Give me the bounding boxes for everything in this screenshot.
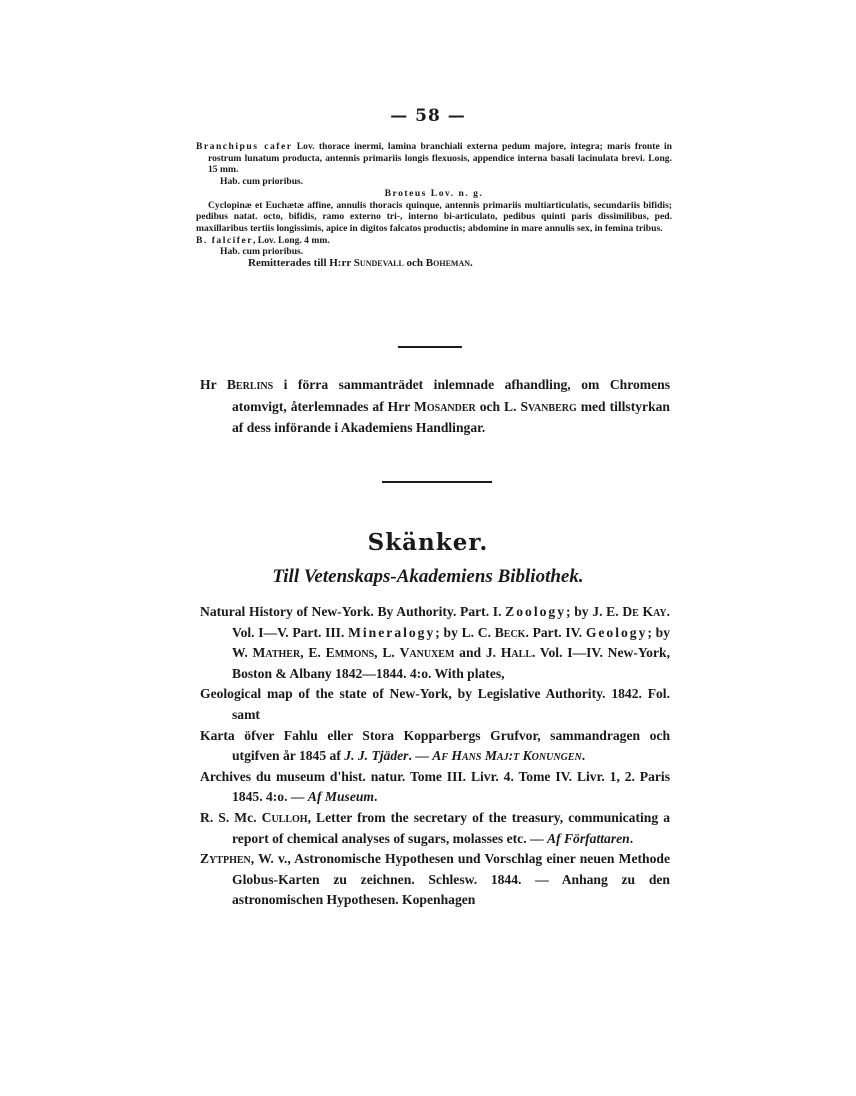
list-item: Zytphen, W. v., Astronomische Hypothesen und Vorschlag einer neuen Methode Globus-Karten zu zeichnen. Schlesw. 1844. — Anhang zu den astronomischen Hypothesen. Kopenhagen [200,851,670,908]
section-subheading: Till Vetenskaps-Akademiens Bibliothek. [272,566,584,587]
list-item: Natural History of New-York. By Authority. Part. I. Zoology; by J. E. De Kay. Vol. I—V. Part. III. Mineralogy; by L. C. Beck. Part. IV. Geology; by W. Mather, E. Emmons, L. Vanuxem and J. Hall. Vol. I—IV. New-York, Boston & Albany 1842—1844. 4:o. With plates, [200,604,671,681]
short-divider [398,346,462,348]
species-name: B. falcifer [196,234,253,246]
list-item: Karta öfver Fahlu eller Stora Kopparbergs Grufvor, sammandragen och utgifven år 1845 af J. J. Tjäder. — Af Hans Maj:t Konungen. [200,727,670,764]
genus-heading: Broteus Lov. n. g. [384,187,484,199]
donations-list [200,602,670,911]
list-item: R. S. Mc. Culloh, Letter from the secretary of the treasury, communicating a report of chemical analyses of sugars, molasses etc. — Af Författaren. [200,809,670,846]
academy-notice [200,374,670,439]
list-item: Archives du museum d'hist. natur. Tome III. Livr. 4. Tome IV. Livr. 1, 2. Paris 1845. 4:o. — Af Museum. [200,768,670,805]
page-number: — 58 — [390,106,466,126]
habitat-line: Hab. cum prioribus. [220,176,304,188]
section-divider [382,481,492,483]
remittance-note: Remitterades till H:rr Sundevall och Boheman. [248,257,473,270]
species-name: Branchipus cafer [196,141,293,152]
species-broteus-falcifer: B. falcifer, Lov. Long. 4 mm. [196,234,330,246]
habitat-line: Hab. cum prioribus. [220,246,304,258]
section-heading: Skänker. [367,529,489,556]
genus-description: Cyclopinæ et Euchætæ affine, annulis thoracis quinque, antennis primariis multiarticulatis, secundariis bifidis; pedibus natat. octo, bifidis, ramo externo tri-, interno bi-articulato, pedibus quinti paris dissimilibus, ped. maxillaribus tertiis longissimis, apice in digitos falcatos productis; abdomine in mare annulis sex, in femina tribus. [196,199,672,234]
notice-paragraph: Hr Berlins i förra sammanträdet inlemnade afhandling, om Chromens atomvigt, återlemnades af Hrr Mosander och L. Svanberg med tillstyrkan af dess införande i Akademiens Handlingar. [200,377,670,436]
species-descriptions [196,141,672,270]
list-item: Geological map of the state of New-York, by Legislative Authority. 1842. Fol. samt [200,686,670,722]
species-branchipus-cafer: Branchipus cafer Lov. thorace inermi, lamina branchiali externa pedum majore, integra; maris fronte in rostrum lunatum producta, antennis primariis longis flexuosis, appendice interna basali lacinulata brevi. Long. 15 mm. [196,141,672,176]
